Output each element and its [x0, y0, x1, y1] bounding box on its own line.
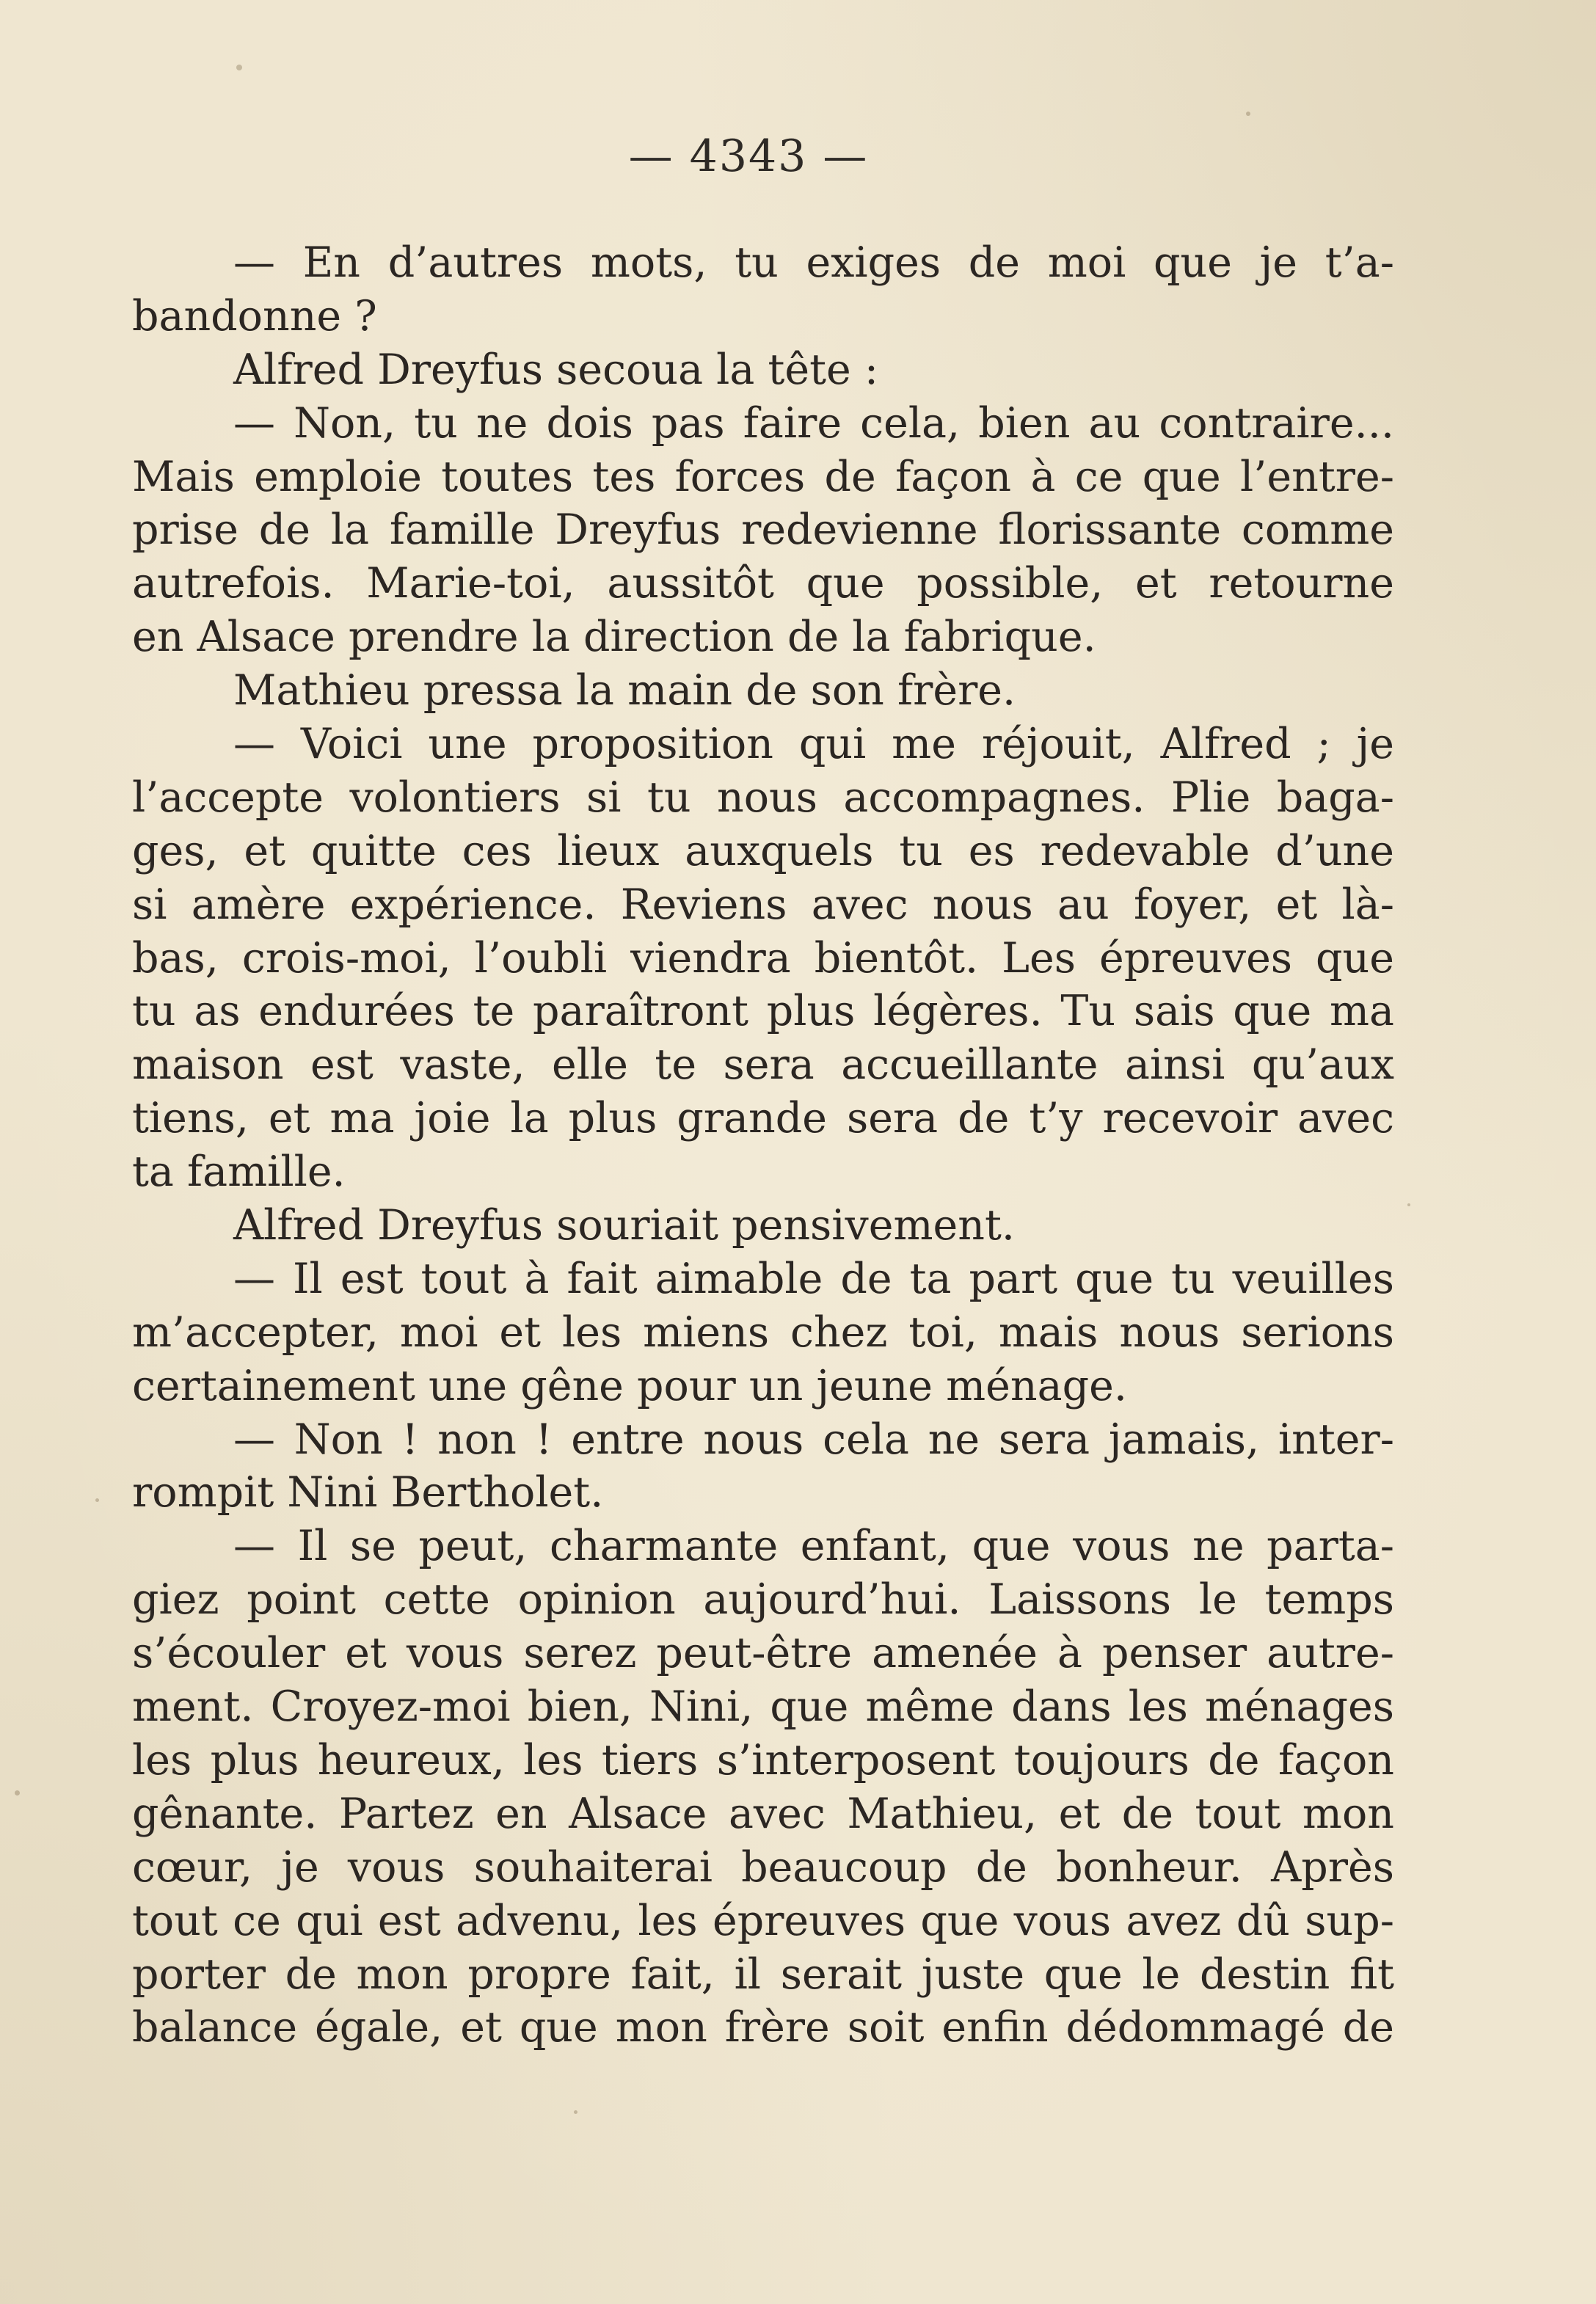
- text-line: Alfred Dreyfus souriait pensivement.: [233, 1201, 1015, 1250]
- text-line: Alfred Dreyfus secoua la tête :: [233, 345, 879, 394]
- text-line: ges, et quitte ces lieux auxquels tu es redevable d’une: [132, 826, 1394, 875]
- text-line: rompit Nini Bertholet.: [132, 1468, 604, 1517]
- text-line: maison est vaste, elle te sera accueillante ainsi qu’aux: [132, 1040, 1394, 1090]
- text-line: tu as endurées te paraîtront plus légères. Tu sais que ma: [132, 987, 1394, 1036]
- page-number: — 4343 —: [628, 131, 869, 182]
- text-line: en Alsace prendre la direction de la fabrique.: [132, 613, 1096, 662]
- text-line: les plus heureux, les tiers s’interposent toujours de façon: [132, 1735, 1394, 1784]
- text-line: cœur, je vous souhaiterai beaucoup de bonheur. Après: [132, 1842, 1394, 1892]
- text-line: Mais emploie toutes tes forces de façon à ce que l’entre-: [132, 452, 1394, 501]
- paper-speck: [1407, 1203, 1410, 1206]
- body-text: [132, 236, 1394, 2055]
- text-line: si amère expérience. Reviens avec nous au foyer, et là-: [132, 880, 1394, 929]
- paper-speck: [574, 2110, 577, 2114]
- text-line: — Il est tout à fait aimable de ta part que tu veuilles: [233, 1254, 1394, 1303]
- text-line: gênante. Partez en Alsace avec Mathieu, et de tout mon: [132, 1789, 1394, 1838]
- text-line: giez point cette opinion aujourd’hui. Laissons le temps: [132, 1575, 1394, 1625]
- text-line: — Il se peut, charmante enfant, que vous ne parta-: [233, 1522, 1394, 1571]
- text-line: Mathieu pressa la main de son frère.: [233, 666, 1016, 715]
- text-line: s’écouler et vous serez peut-être amenée à penser autre-: [132, 1629, 1394, 1678]
- text-line: — Non ! non ! entre nous cela ne sera jamais, inter-: [233, 1415, 1394, 1464]
- text-line: bandonne ?: [132, 291, 377, 340]
- text-line: m’accepter, moi et les miens chez toi, mais nous serions: [132, 1308, 1394, 1357]
- text-line: balance égale, et que mon frère soit enfin dédommagé de: [132, 2003, 1394, 2052]
- text-line: ment. Croyez-moi bien, Nini, que même dans les ménages: [132, 1683, 1394, 1732]
- text-line: prise de la famille Dreyfus redevienne florissante comme: [132, 506, 1394, 555]
- text-line: — Voici une proposition qui me réjouit, Alfred ; je: [233, 720, 1394, 769]
- text-line: autrefois. Marie-toi, aussitôt que possible, et retourne: [132, 559, 1394, 608]
- text-line: l’accepte volontiers si tu nous accompagnes. Plie baga-: [132, 773, 1394, 822]
- text-line: — Non, tu ne dois pas faire cela, bien au contraire...: [233, 398, 1394, 448]
- paper-speck: [95, 1498, 99, 1502]
- text-line: — En d’autres mots, tu exiges de moi que je t’a-: [233, 238, 1394, 287]
- text-line: ta famille.: [132, 1148, 346, 1197]
- paper-speck: [1246, 112, 1250, 116]
- text-line: certainement une gêne pour un jeune ménage.: [132, 1361, 1127, 1410]
- paper-speck: [15, 1790, 20, 1796]
- paper-speck: [236, 65, 242, 70]
- text-line: tout ce qui est advenu, les épreuves que vous avez dû sup-: [132, 1896, 1394, 1945]
- text-line: porter de mon propre fait, il serait juste que le destin fit: [132, 1950, 1394, 1999]
- text-line: tiens, et ma joie la plus grande sera de t’y recevoir avec: [132, 1094, 1394, 1143]
- text-line: bas, crois-moi, l’oubli viendra bientôt. Les épreuves que: [132, 933, 1394, 983]
